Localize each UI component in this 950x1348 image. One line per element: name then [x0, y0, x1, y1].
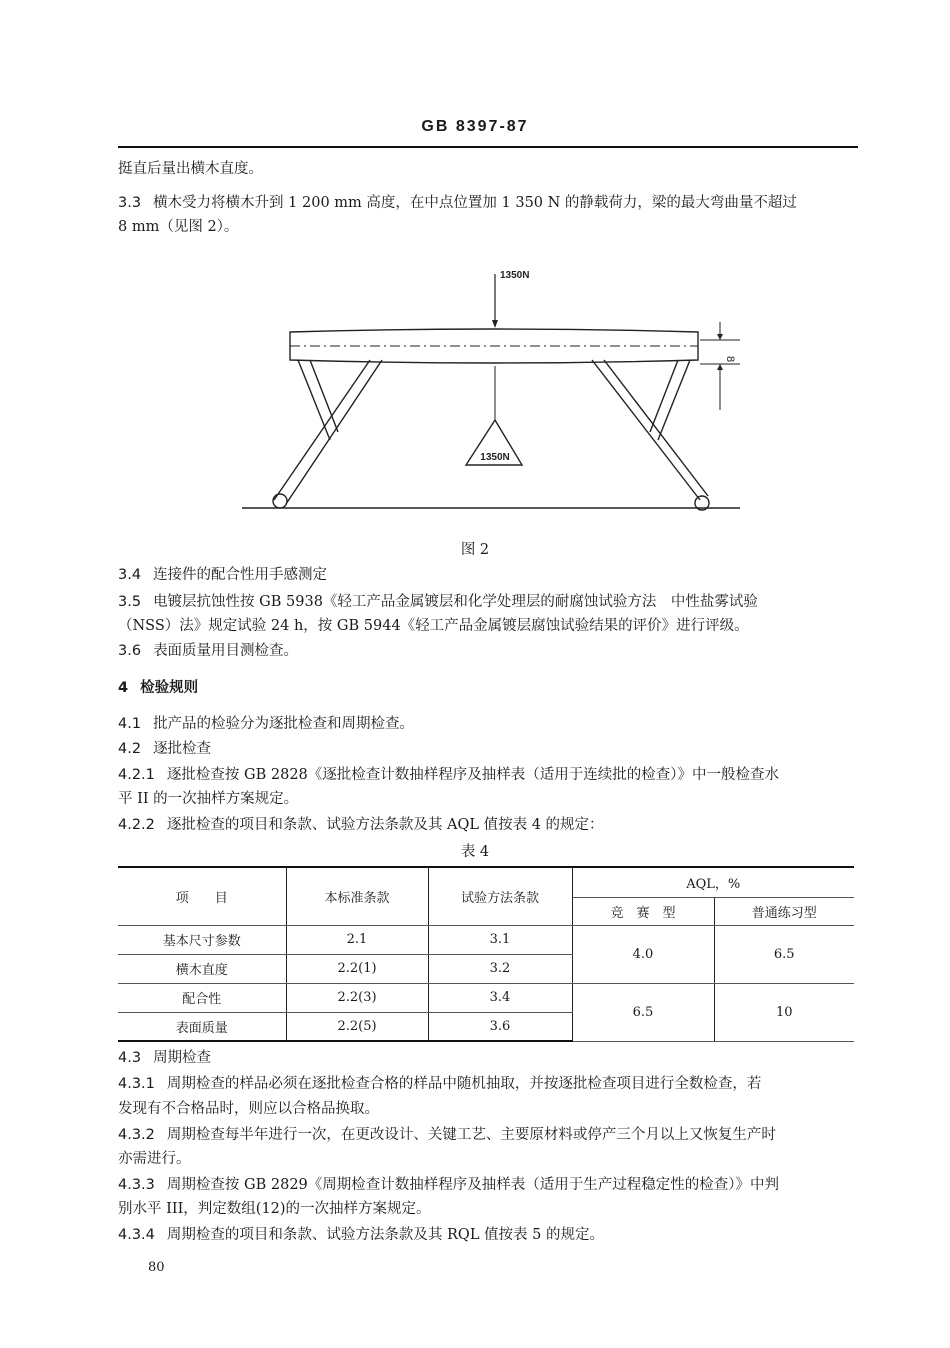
- row-item: 基本尺寸参数: [118, 925, 286, 954]
- row-method: 3.1: [428, 925, 572, 954]
- aql-practice-value: 10: [714, 983, 854, 1041]
- table-4: [118, 866, 854, 1042]
- intro-line: 挺直后量出横木直度。: [118, 161, 263, 177]
- clause-text: 电镀层抗蚀性按 GB 5938《轻工产品金属镀层和化学处理层的耐腐蚀试验方法 中性盐雾试验: [153, 594, 758, 610]
- row-method: 3.2: [428, 954, 572, 983]
- aql-competition-value: 6.5: [572, 983, 714, 1041]
- clause-text: 逐批检查: [153, 741, 212, 757]
- row-item: 配合性: [118, 983, 286, 1012]
- clause-4-3-2: [118, 1122, 860, 1148]
- header-rule: [118, 146, 858, 148]
- clause-number: 4.3: [118, 1050, 142, 1066]
- deflection-label: 8: [724, 356, 736, 363]
- clause-number: 4.3.2: [118, 1127, 155, 1143]
- row-item: 横木直度: [118, 954, 286, 983]
- clause-text: 横木受力将横木升到 1 200 mm 高度，在中点位置加 1 350 N 的静载荷力，梁的最大弯曲量不超过: [153, 195, 797, 211]
- section-number: 4: [118, 680, 129, 696]
- standard-code: GB 8397-87: [421, 118, 529, 135]
- clause-3-5: [118, 589, 860, 615]
- top-load-label: 1350N: [500, 270, 530, 281]
- clause-4-3-4: [118, 1222, 860, 1248]
- clause-4-3-1-cont: 发现有不合格品时，则应以合格品换取。: [118, 1101, 379, 1117]
- clause-3-4: [118, 562, 860, 588]
- page-number: 80: [148, 1260, 165, 1275]
- row-clause: 2.2(5): [286, 1012, 428, 1041]
- header-aql: AQL，%: [572, 867, 854, 897]
- clause-number: 4.2: [118, 741, 142, 757]
- right-rear-leg: [592, 360, 700, 500]
- clause-4-3-3-cont: 别水平 III，判定数组(12)的一次抽样方案规定。: [118, 1201, 431, 1217]
- clause-4-2-1: [118, 762, 860, 788]
- clause-number: 3.6: [118, 643, 142, 659]
- aql-competition-value: 4.0: [572, 925, 714, 983]
- section-4-heading: [118, 675, 860, 701]
- clause-text: 逐批检查按 GB 2828《逐批检查计数抽样程序及抽样表（适用于连续批的检查）》中一般检查水: [166, 767, 780, 783]
- header-item: 项 目: [118, 867, 286, 925]
- clause-4-2: [118, 736, 860, 762]
- header-clause: 本标准条款: [286, 867, 428, 925]
- table-row: [118, 983, 854, 1012]
- clause-text: 表面质量用目测检查。: [153, 643, 299, 659]
- clause-number: 3.5: [118, 594, 142, 610]
- clause-4-1: [118, 711, 860, 737]
- table-4-caption: 表 4: [460, 844, 490, 860]
- clause-4-3-3: [118, 1172, 860, 1198]
- clause-3-3: [118, 190, 860, 216]
- clause-text: 周期检查: [153, 1050, 212, 1066]
- clause-4-2-1-cont: 平 II 的一次抽样方案规定。: [118, 791, 299, 807]
- clause-4-3: [118, 1045, 860, 1071]
- header-competition: 竞 赛 型: [572, 897, 714, 925]
- left-foot: [273, 494, 287, 508]
- clause-number: 4.1: [118, 716, 142, 732]
- clause-number: 3.4: [118, 567, 142, 583]
- clause-text: 周期检查每半年进行一次，在更改设计、关键工艺、主要原材料或停产三个月以上又恢复生产时: [166, 1127, 776, 1143]
- clause-4-3-2-cont: 亦需进行。: [118, 1151, 191, 1167]
- section-title: 检验规则: [140, 679, 199, 696]
- clause-text: 周期检查的样品必须在逐批检查合格的样品中随机抽取，并按逐批检查项目进行全数检查，若: [166, 1076, 762, 1092]
- table-row: [118, 925, 854, 954]
- clause-number: 4.3.3: [118, 1177, 155, 1193]
- row-clause: 2.2(3): [286, 983, 428, 1012]
- row-method: 3.6: [428, 1012, 572, 1041]
- clause-4-3-1: [118, 1071, 860, 1097]
- clause-3-5-cont: （NSS）法》规定试验 24 h，按 GB 5944《轻工产品金属镀层腐蚀试验结果的评价》进行评级。: [118, 618, 749, 634]
- clause-3-3-cont: 8 mm（见图 2）。: [118, 219, 239, 235]
- weight-label: 1350N: [480, 452, 510, 463]
- clause-number: 4.2.1: [118, 767, 155, 783]
- clause-text: 逐批检查的项目和条款、试验方法条款及其 AQL 值按表 4 的规定：: [166, 817, 604, 833]
- clause-number: 3.3: [118, 195, 142, 211]
- clause-number: 4.3.1: [118, 1076, 155, 1092]
- clause-3-6: [118, 638, 860, 664]
- row-clause: 2.2(1): [286, 954, 428, 983]
- row-item: 表面质量: [118, 1012, 286, 1041]
- clause-number: 4.2.2: [118, 817, 155, 833]
- header-method: 试验方法条款: [428, 867, 572, 925]
- clause-text: 连接件的配合性用手感测定: [153, 567, 328, 583]
- figure-2-diagram: [230, 260, 760, 520]
- clause-4-2-2: [118, 812, 860, 838]
- row-method: 3.4: [428, 983, 572, 1012]
- row-clause: 2.1: [286, 925, 428, 954]
- figure-caption: 图 2: [460, 542, 490, 558]
- clause-text: 周期检查的项目和条款、试验方法条款及其 RQL 值按表 5 的规定。: [166, 1227, 604, 1243]
- aql-practice-value: 6.5: [714, 925, 854, 983]
- header-practice: 普通练习型: [714, 897, 854, 925]
- clause-text: 周期检查按 GB 2829《周期检查计数抽样程序及抽样表（适用于生产过程稳定性的检查）》中判: [166, 1177, 780, 1193]
- clause-text: 批产品的检验分为逐批检查和周期检查。: [153, 716, 415, 732]
- left-rear-leg: [274, 360, 370, 500]
- clause-number: 4.3.4: [118, 1227, 155, 1243]
